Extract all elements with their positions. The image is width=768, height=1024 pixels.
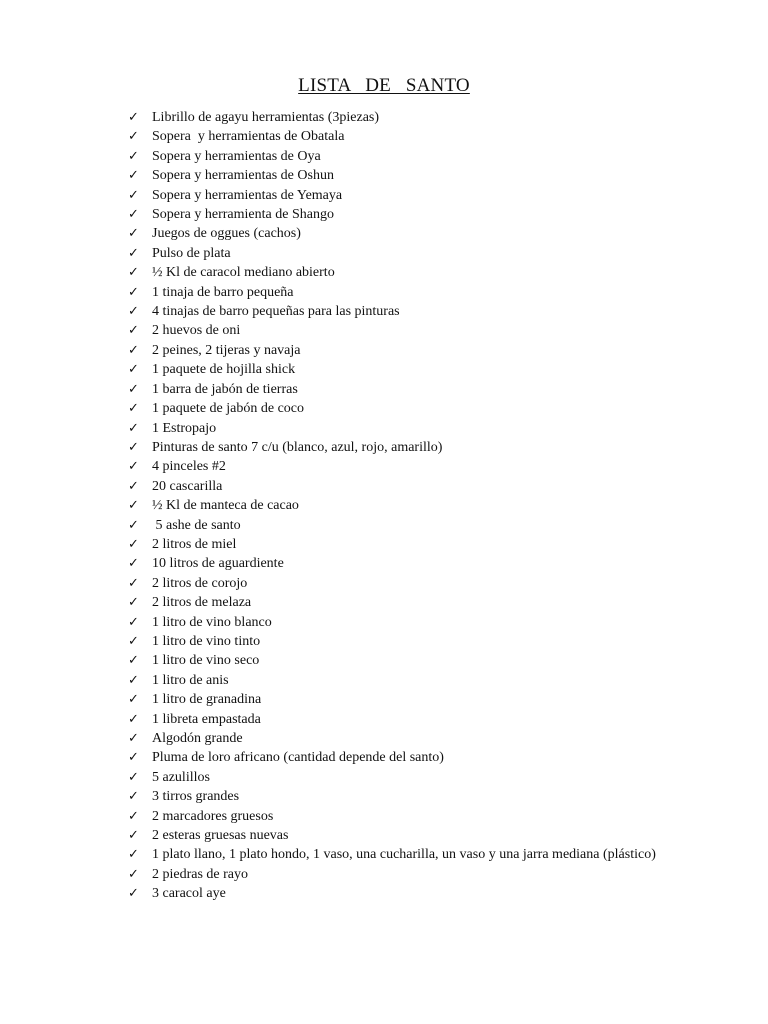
list-item	[128, 360, 688, 379]
list-item-text: 2 huevos de oni	[152, 323, 241, 339]
list-item-text: 1 tinaja de barro pequeña	[152, 284, 294, 300]
list-item-text: ½ Kl de caracol mediano abierto	[152, 265, 335, 281]
list-item-text: 1 libreta empastada	[152, 711, 261, 727]
list-item-text: Sopera y herramientas de Yemaya	[152, 187, 343, 203]
list-item	[128, 108, 688, 127]
list-item-text: Algodón grande	[152, 731, 243, 746]
checkmark-icon: ✓	[128, 323, 139, 339]
checkmark-icon: ✓	[128, 110, 139, 125]
list-item	[128, 768, 688, 787]
checkmark-icon: ✓	[128, 866, 139, 882]
list-item-text: 2 piedras de rayo	[152, 866, 249, 882]
list-item	[128, 884, 688, 903]
list-item	[128, 302, 688, 321]
checkmark-icon: ✓	[128, 828, 139, 844]
list-item	[128, 554, 688, 573]
list-item	[128, 477, 688, 496]
list-item	[128, 224, 688, 243]
checkmark-icon: ✓	[128, 420, 139, 436]
checkmark-icon: ✓	[128, 459, 139, 475]
checkmark-icon: ✓	[128, 226, 139, 242]
list-item-text: Sopera y herramientas de Oya	[152, 148, 321, 164]
list-item-text: 1 litro de vino seco	[152, 653, 260, 669]
list-item-text: 1 litro de anis	[152, 672, 229, 688]
checkmark-icon: ✓	[128, 633, 139, 649]
checkmark-icon: ✓	[128, 381, 139, 397]
list-item-text: Sopera y herramientas de Oshun	[152, 168, 334, 184]
checkmark-icon: ✓	[128, 478, 139, 494]
list-item-text: Pulso de plata	[152, 245, 231, 261]
list-item	[128, 380, 688, 399]
list-item-text: Sopera y herramientas de Obatala	[152, 129, 345, 145]
list-item-text: 2 litros de miel	[152, 536, 237, 552]
checkmark-icon: ✓	[128, 789, 139, 805]
checkmark-icon: ✓	[128, 265, 139, 281]
checkmark-icon: ✓	[128, 342, 139, 358]
checkmark-icon: ✓	[128, 769, 139, 785]
checkmark-icon: ✓	[128, 808, 139, 824]
list-item	[128, 341, 688, 360]
list-item-text: 5 azulillos	[152, 769, 210, 785]
checkmark-icon: ✓	[128, 614, 139, 630]
checkmark-icon: ✓	[128, 556, 139, 572]
list-item-text: 1 litro de vino blanco	[152, 614, 272, 630]
checkmark-icon: ✓	[128, 362, 139, 378]
list-item-text: Sopera y herramienta de Shango	[152, 207, 334, 223]
list-item-text: 1 paquete de hojilla shick	[152, 362, 296, 378]
list-item	[128, 807, 688, 826]
list-item-text: 2 litros de melaza	[152, 595, 252, 611]
list-item-text: Juegos de oggues (cachos)	[152, 226, 301, 242]
list-item-text: 2 esteras gruesas nuevas	[152, 828, 289, 844]
list-item	[128, 787, 688, 806]
checkmark-icon: ✓	[128, 498, 139, 514]
checkmark-icon: ✓	[128, 595, 139, 611]
list-item	[128, 438, 688, 457]
list-item-text: 3 tirros grandes	[152, 789, 240, 805]
checkmark-icon: ✓	[128, 245, 139, 261]
list-item-text: 4 pinceles #2	[152, 459, 226, 475]
checkmark-icon: ✓	[128, 168, 139, 184]
list-item-text: 2 marcadores gruesos	[152, 808, 274, 824]
checkmark-icon: ✓	[128, 711, 139, 727]
list-item	[128, 748, 688, 767]
list-item	[128, 399, 688, 418]
list-item	[128, 632, 688, 651]
list-item	[128, 283, 688, 302]
list-item	[128, 729, 688, 748]
list-item	[128, 147, 688, 166]
checkmark-icon: ✓	[128, 517, 139, 533]
checkmark-icon: ✓	[128, 207, 139, 223]
list-item-text: 1 plato llano, 1 plato hondo, 1 vaso, una cucharilla, un vaso y una jarra mediana (plástico)	[152, 847, 656, 863]
list-item	[128, 419, 688, 438]
list-item	[128, 127, 688, 146]
checkmark-icon: ✓	[128, 731, 139, 746]
list-item	[128, 166, 688, 185]
list-item-text: 1 barra de jabón de tierras	[152, 381, 298, 397]
checkmark-icon: ✓	[128, 750, 139, 766]
list-item	[128, 496, 688, 515]
checkmark-icon: ✓	[128, 575, 139, 591]
list-item	[128, 516, 688, 535]
checkmark-icon: ✓	[128, 886, 139, 902]
checkmark-icon: ✓	[128, 284, 139, 300]
list-item	[128, 651, 688, 670]
list-item	[128, 671, 688, 690]
list-item	[128, 321, 688, 340]
list-item	[128, 263, 688, 282]
list-item-text: 10 litros de aguardiente	[152, 556, 284, 572]
list-item-text: 2 peines, 2 tijeras y navaja	[152, 342, 301, 358]
list-item-text: 1 Estropajo	[152, 420, 217, 436]
checkmark-icon: ✓	[128, 304, 139, 320]
list-item	[128, 574, 688, 593]
list-item-text: 4 tinajas de barro pequeñas para las pinturas	[152, 304, 400, 320]
checkmark-icon: ✓	[128, 129, 139, 145]
checkmark-icon: ✓	[128, 672, 139, 688]
list-item-text: 2 litros de corojo	[152, 575, 248, 591]
checkmark-icon: ✓	[128, 401, 139, 417]
list-item-text: Pinturas de santo 7 c/u (blanco, azul, rojo, amarillo)	[152, 439, 443, 455]
checklist	[128, 108, 688, 904]
list-item-text: Librillo de agayu herramientas (3piezas)	[152, 110, 380, 125]
checkmark-icon: ✓	[128, 148, 139, 164]
list-item	[128, 613, 688, 632]
page-title: LISTA DE SANTO	[298, 75, 470, 96]
list-item	[128, 186, 688, 205]
list-item-text: 1 litro de vino tinto	[152, 633, 261, 649]
list-item-text: 1 litro de granadina	[152, 692, 262, 708]
list-item	[128, 593, 688, 612]
list-item-text: Pluma de loro africano (cantidad depende del santo)	[152, 750, 444, 766]
list-item	[128, 535, 688, 554]
checkmark-icon: ✓	[128, 692, 139, 708]
checkmark-icon: ✓	[128, 653, 139, 669]
checkmark-icon: ✓	[128, 847, 139, 863]
list-item-text: 3 caracol aye	[152, 886, 226, 902]
list-item-text: 20 cascarilla	[152, 478, 223, 494]
checkmark-icon: ✓	[128, 439, 139, 455]
list-item	[128, 244, 688, 263]
list-item	[128, 710, 688, 729]
list-item-text: 5 ashe de santo	[152, 517, 241, 533]
list-item	[128, 826, 688, 845]
list-item	[128, 205, 688, 224]
checkmark-icon: ✓	[128, 536, 139, 552]
list-item	[128, 845, 688, 864]
list-item-text: 1 paquete de jabón de coco	[152, 401, 304, 417]
checkmark-icon: ✓	[128, 187, 139, 203]
list-item	[128, 865, 688, 884]
list-item	[128, 690, 688, 709]
list-item	[128, 457, 688, 476]
list-item-text: ½ Kl de manteca de cacao	[152, 498, 299, 514]
